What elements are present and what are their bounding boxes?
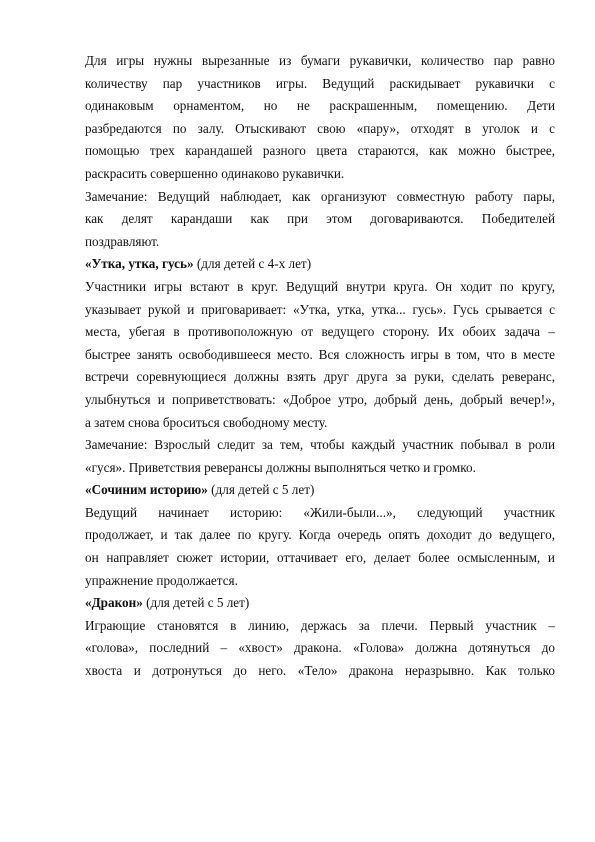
text-line: поздравляют. — [85, 233, 160, 249]
text-line: Участники игры встают в круг. Ведущий внутри круга. Он ходит по кругу, — [85, 278, 555, 294]
section-heading-line — [85, 592, 555, 615]
text-line: разбредаются по залу. Отыскивают свою «пару», отходят в уголок и с — [85, 120, 555, 136]
text-line: «голова», последний – «хвост» дракона. «Голова» должна дотянуться до — [85, 640, 555, 656]
section-heading-note: (для детей с 4-х лет) — [193, 256, 312, 272]
text-line: как делят карандаши как при этом договариваются. Победителей — [85, 211, 555, 227]
document-text-body — [85, 50, 555, 683]
text-line: количеству пар участников игры. Ведущий раскидывает рукавички с — [85, 75, 555, 91]
text-line: хвоста и дотронуться до него. «Тело» дракона неразрывно. Как только — [85, 663, 555, 679]
text-line: а затем снова броситься свободному месту. — [85, 414, 328, 430]
text-line: быстрее занять освободившееся место. Вся сложность игры в том, что в месте — [85, 346, 555, 362]
text-line: он направляет сюжет истории, оттачивает его, делает более осмысленным, и — [85, 550, 555, 566]
text-line: встречи соревнующиеся должны взять друг друга за руки, сделать реверанс, — [85, 369, 555, 385]
section-heading-note: (для детей с 5 лет) — [142, 595, 250, 611]
section-heading: «Утка, утка, гусь» — [85, 256, 194, 272]
text-line: помощью трех карандашей разного цвета стараются, как можно быстрее, — [85, 143, 555, 159]
section-heading: «Сочиним историю» — [85, 482, 208, 498]
text-line: улыбнуться и поприветствовать: «Доброе утро, добрый день, добрый вечер!», — [85, 391, 555, 407]
section-heading-note: (для детей с 5 лет) — [207, 482, 315, 498]
text-line: продолжает, и так далее по кругу. Когда очередь опять доходит до ведущего, — [85, 527, 555, 543]
text-line: Замечание: Ведущий наблюдает, как организуют совместную работу пары, — [85, 188, 555, 204]
text-line: Играющие становятся в линию, держась за плечи. Первый участник – — [85, 617, 555, 633]
text-line: указывает рукой и приговаривает: «Утка, утка, утка... гусь». Гусь срывается с — [85, 301, 555, 317]
text-line: Ведущий начинает историю: «Жили-были...», следующий участник — [85, 504, 555, 520]
text-line: раскрасить совершенно одинаково рукавички. — [85, 165, 345, 181]
section-heading-line — [85, 479, 555, 502]
text-line: одинаковым орнаментом, но не раскрашенным, помещению. Дети — [85, 98, 555, 114]
text-line: Для игры нужны вырезанные из бумаги рукавички, количество пар равно — [85, 53, 555, 68]
text-line: места, убегая в противоположную от ведущего сторону. Их обоих задача – — [85, 324, 555, 340]
section-heading-line — [85, 253, 555, 276]
text-line: «гуся». Приветствия реверансы должны выполняться четко и громко. — [85, 459, 476, 475]
section-heading: «Дракон» — [85, 595, 143, 611]
text-line: упражнение продолжается. — [85, 572, 238, 588]
text-line: Замечание: Взрослый следит за тем, чтобы каждый участник побывал в роли — [85, 437, 555, 453]
